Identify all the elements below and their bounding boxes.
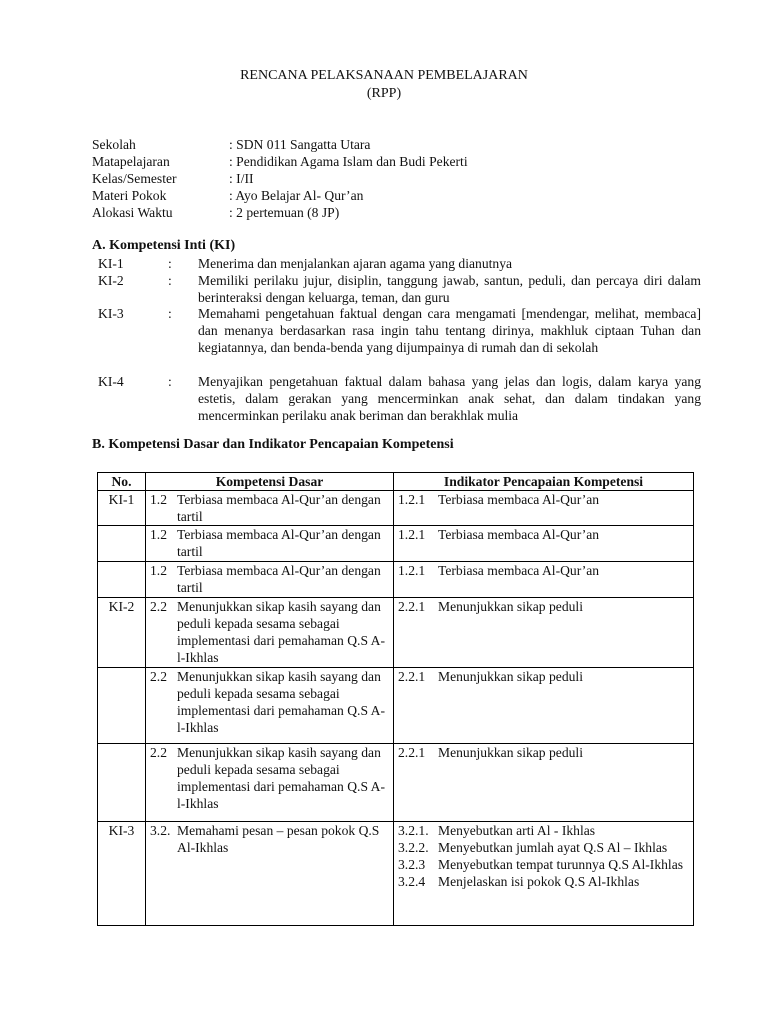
identity-label: Matapelajaran	[92, 154, 170, 169]
kd-cell	[146, 744, 394, 822]
indicator-text: Menyebutkan jumlah ayat Q.S Al – Ikhlas	[438, 840, 668, 855]
indicator-number: 3.2.4	[398, 874, 426, 889]
indicator-number: 1.2.1	[398, 563, 426, 578]
identity-value: : SDN 011 Sangatta Utara	[229, 137, 371, 152]
indicator-cell	[394, 562, 694, 598]
ki-row	[98, 272, 701, 306]
identity-label: Alokasi Waktu	[92, 205, 173, 220]
kd-number: 1.2	[150, 492, 167, 507]
identity-value: : Ayo Belajar Al- Qur’an	[229, 188, 364, 203]
ki-colon: :	[168, 273, 172, 288]
table-row	[98, 562, 694, 598]
document-title: RENCANA PELAKSANAAN PEMBELAJARAN	[240, 68, 528, 83]
ki-row	[98, 305, 701, 356]
indicator-number: 3.2.2.	[398, 840, 429, 855]
indicator-text: Menunjukkan sikap peduli	[438, 745, 583, 760]
indicator-cell	[394, 744, 694, 822]
kd-cell	[146, 562, 394, 598]
section-a-heading: A. Kompetensi Inti (KI)	[92, 238, 236, 253]
identity-row	[92, 153, 468, 170]
indicator-text: Menyebutkan arti Al - Ikhlas	[438, 823, 596, 838]
indicator-number: 3.2.1.	[398, 823, 429, 838]
kd-text: Memahami pesan – pesan pokok Q.S Al-Ikhlas	[177, 823, 380, 855]
kd-cell	[146, 822, 394, 926]
ki-code: KI-1	[98, 256, 124, 271]
identity-row	[92, 136, 468, 153]
kd-cell	[146, 598, 394, 668]
section-b-heading: B. Kompetensi Dasar dan Indikator Pencapaian Kompetensi	[92, 437, 454, 452]
row-no	[98, 526, 146, 562]
kd-text: Terbiasa membaca Al-Qur’an dengan tartil	[177, 563, 381, 595]
row-no: KI-1	[98, 491, 146, 526]
indicator-number: 2.2.1	[398, 599, 426, 614]
table-row	[98, 822, 694, 926]
identity-label: Sekolah	[92, 137, 136, 152]
row-no	[98, 744, 146, 822]
table-row	[98, 744, 694, 822]
ki-colon: :	[168, 306, 172, 321]
ki-colon: :	[168, 374, 172, 389]
kd-number: 3.2.	[150, 823, 171, 838]
kd-text: Terbiasa membaca Al-Qur’an dengan tartil	[177, 527, 381, 559]
row-no	[98, 562, 146, 598]
indicator-text: Menunjukkan sikap peduli	[438, 669, 583, 684]
header-no: No.	[98, 473, 146, 491]
kd-cell	[146, 526, 394, 562]
identity-block	[92, 136, 468, 221]
ki-row	[98, 255, 701, 272]
kd-cell	[146, 491, 394, 526]
ki-text: Menyajikan pengetahuan faktual dalam bahasa yang jelas dan logis, dalam karya yang estetis, dalam gerakan yang mencerminkan anak sehat, dan dalam tindakan yang mencerminkan perilaku anak beriman dan berakhlak mulia	[198, 374, 701, 423]
indicator-cell	[394, 598, 694, 668]
indicator-text: Terbiasa membaca Al-Qur’an	[438, 492, 600, 507]
indicator-text: Terbiasa membaca Al-Qur’an	[438, 527, 600, 542]
kd-text: Menunjukkan sikap kasih sayang dan peduli kepada sesama sebagai implementasi dari pemahaman Q.S A-l-Ikhlas	[177, 599, 386, 665]
table-row	[98, 598, 694, 668]
kd-text: Menunjukkan sikap kasih sayang dan peduli kepada sesama sebagai implementasi dari pemahaman Q.S A-l-Ikhlas	[177, 669, 386, 735]
ki-code: KI-4	[98, 374, 124, 389]
indicator-text: Terbiasa membaca Al-Qur’an	[438, 563, 600, 578]
ki-colon: :	[168, 256, 172, 271]
identity-value: : I/II	[229, 171, 254, 186]
ki-text: Memiliki perilaku jujur, disiplin, tanggung jawab, santun, peduli, dan percaya diri dalam berinteraksi dengan keluarga, teman, dan guru	[198, 273, 701, 305]
row-no	[98, 668, 146, 744]
identity-row	[92, 204, 468, 221]
ki-code: KI-3	[98, 306, 124, 321]
indicator-text: Menjelaskan isi pokok Q.S Al-Ikhlas	[438, 874, 640, 889]
document-subtitle: (RPP)	[366, 86, 402, 101]
kd-text: Menunjukkan sikap kasih sayang dan peduli kepada sesama sebagai implementasi dari pemahaman Q.S A-l-Ikhlas	[177, 745, 386, 811]
identity-row	[92, 170, 468, 187]
kd-number: 1.2	[150, 563, 167, 578]
competency-table	[97, 472, 694, 926]
indicator-number: 2.2.1	[398, 745, 426, 760]
kd-cell	[146, 668, 394, 744]
indicator-cell	[394, 491, 694, 526]
identity-label: Materi Pokok	[92, 188, 167, 203]
table-row	[98, 526, 694, 562]
indicator-number: 2.2.1	[398, 669, 426, 684]
indicator-text: Menunjukkan sikap peduli	[438, 599, 583, 614]
indicator-number: 1.2.1	[398, 492, 426, 507]
identity-value: : Pendidikan Agama Islam dan Budi Pekerti	[229, 154, 468, 169]
row-no: KI-3	[98, 822, 146, 926]
indicator-number: 3.2.3	[398, 857, 426, 872]
identity-row	[92, 187, 468, 204]
indicator-text: Menyebutkan tempat turunnya Q.S Al-Ikhlas	[438, 857, 684, 872]
kd-text: Terbiasa membaca Al-Qur’an dengan tartil	[177, 492, 381, 524]
indicator-number: 1.2.1	[398, 527, 426, 542]
kd-number: 2.2	[150, 599, 167, 614]
ki-code: KI-2	[98, 273, 124, 288]
indicator-cell	[394, 526, 694, 562]
kd-number: 1.2	[150, 527, 167, 542]
table-header-row	[98, 473, 694, 491]
row-no: KI-2	[98, 598, 146, 668]
kd-number: 2.2	[150, 669, 167, 684]
kd-number: 2.2	[150, 745, 167, 760]
table-row	[98, 491, 694, 526]
identity-value: : 2 pertemuan (8 JP)	[229, 205, 340, 220]
indicator-cell	[394, 822, 694, 926]
identity-label: Kelas/Semester	[92, 171, 177, 186]
header-ind: Indikator Pencapaian Kompetensi	[394, 473, 694, 491]
indicator-cell	[394, 668, 694, 744]
ki-text: Memahami pengetahuan faktual dengan cara mengamati [mendengar, melihat, membaca] dan menanya berdasarkan rasa ingin tahu tentang dirinya, makhluk ciptaan Tuhan dan kegiatannya, dan benda-benda yang dijumpainya di rumah dan di sekolah	[198, 306, 701, 355]
ki-text: Menerima dan menjalankan ajaran agama yang dianutnya	[198, 256, 513, 271]
ki-row	[98, 373, 701, 424]
table-row	[98, 668, 694, 744]
header-kd: Kompetensi Dasar	[146, 473, 394, 491]
